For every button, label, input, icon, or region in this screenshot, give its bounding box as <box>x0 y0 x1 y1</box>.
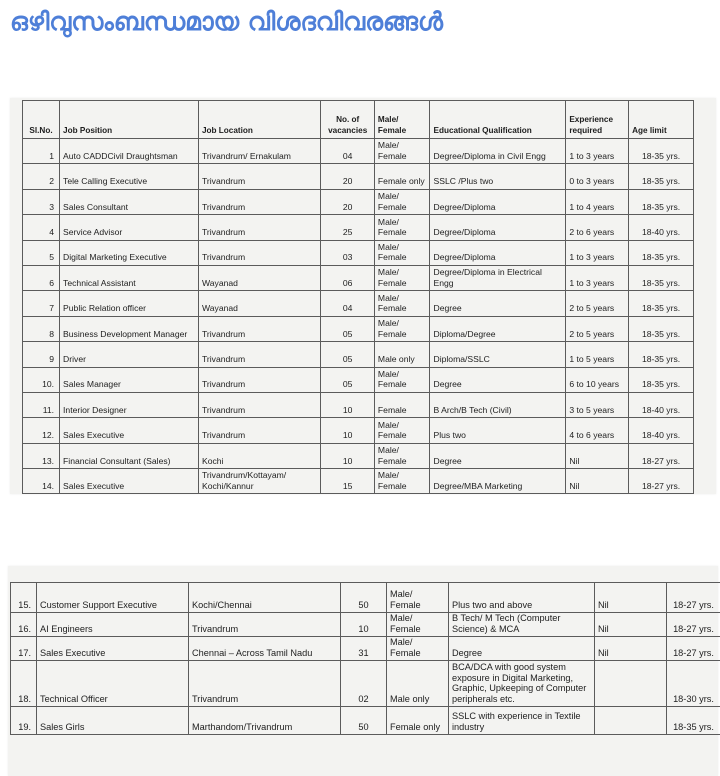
cell-qualification: B Arch/B Tech (Civil) <box>430 392 566 417</box>
cell-qualification: Degree/Diploma in Electrical Engg <box>430 265 566 290</box>
cell-gender: Male/ Female <box>374 367 430 392</box>
cell-job-position: Sales Executive <box>60 469 199 494</box>
cell-job-location: Trivandrum <box>198 189 320 214</box>
cell-slno: 9 <box>23 342 60 367</box>
cell-job-location: Wayanad <box>198 291 320 316</box>
cell-job-location: Trivandrum <box>198 392 320 417</box>
cell-experience: 0 to 3 years <box>566 164 629 189</box>
cell-job-location: Trivandrum <box>198 418 320 443</box>
vacancy-table-2 <box>10 582 720 735</box>
cell-qualification: Diploma/Degree <box>430 316 566 341</box>
cell-job-position: Interior Designer <box>60 392 199 417</box>
cell-age-limit: 18-27 yrs. <box>629 443 694 468</box>
cell-job-position: Technical Officer <box>37 661 189 707</box>
cell-job-position: Sales Girls <box>37 707 189 735</box>
table-row <box>23 392 694 417</box>
cell-job-position: Sales Consultant <box>60 189 199 214</box>
cell-qualification: Degree <box>430 291 566 316</box>
cell-vacancies: 25 <box>321 215 375 240</box>
table-row <box>23 291 694 316</box>
cell-age-limit: 18-35 yrs. <box>629 164 694 189</box>
page-title: ഒഴിവുസംബന്ധമായ വിശദവിവരങ്ങൾ <box>10 7 444 36</box>
table-row <box>11 637 720 661</box>
cell-slno: 16. <box>11 613 37 637</box>
cell-age-limit: 18-35 yrs. <box>667 707 720 735</box>
cell-slno: 6 <box>23 265 60 290</box>
table-row <box>11 661 720 707</box>
cell-gender: Male/ Female <box>374 265 430 290</box>
cell-age-limit: 18-35 yrs. <box>629 189 694 214</box>
cell-slno: 5 <box>23 240 60 265</box>
cell-age-limit: 18-35 yrs. <box>629 139 694 164</box>
cell-job-position: Driver <box>60 342 199 367</box>
header-age-limit: Age limit <box>629 101 694 139</box>
cell-gender: Male only <box>387 661 449 707</box>
cell-job-location: Trivandrum <box>198 316 320 341</box>
cell-job-position: Public Relation officer <box>60 291 199 316</box>
cell-vacancies: 05 <box>321 367 375 392</box>
cell-age-limit: 18-27 yrs. <box>667 583 720 613</box>
cell-job-position: Technical Assistant <box>60 265 199 290</box>
cell-job-position: Financial Consultant (Sales) <box>60 443 199 468</box>
cell-experience: 1 to 3 years <box>566 240 629 265</box>
cell-job-location: Trivandrum/ Ernakulam <box>198 139 320 164</box>
cell-experience: Nil <box>595 583 667 613</box>
cell-gender: Male/ Female <box>387 613 449 637</box>
vacancy-table-1 <box>22 100 694 494</box>
cell-gender: Male/ Female <box>374 215 430 240</box>
cell-vacancies: 05 <box>321 316 375 341</box>
cell-vacancies: 06 <box>321 265 375 290</box>
cell-slno: 11. <box>23 392 60 417</box>
cell-gender: Male/ Female <box>374 240 430 265</box>
cell-age-limit: 18-35 yrs. <box>629 265 694 290</box>
cell-job-position: Business Development Manager <box>60 316 199 341</box>
cell-slno: 17. <box>11 637 37 661</box>
cell-qualification: Degree/Diploma in Civil Engg <box>430 139 566 164</box>
cell-experience: 2 to 6 years <box>566 215 629 240</box>
cell-gender: Female only <box>387 707 449 735</box>
cell-vacancies: 03 <box>321 240 375 265</box>
header-experience: Experience required <box>566 101 629 139</box>
cell-job-position: Sales Executive <box>37 637 189 661</box>
table-row <box>11 583 720 613</box>
cell-vacancies: 50 <box>341 583 387 613</box>
cell-job-position: Service Advisor <box>60 215 199 240</box>
cell-experience <box>595 661 667 707</box>
table-row <box>11 707 720 735</box>
cell-vacancies: 50 <box>341 707 387 735</box>
cell-experience: 6 to 10 years <box>566 367 629 392</box>
cell-job-location: Trivandrum/Kottayam/ Kochi/Kannur <box>198 469 320 494</box>
cell-age-limit: 18-27 yrs. <box>667 637 720 661</box>
table-row <box>11 613 720 637</box>
cell-job-location: Wayanad <box>198 265 320 290</box>
table-header-row <box>23 101 694 139</box>
cell-age-limit: 18-40 yrs. <box>629 215 694 240</box>
cell-age-limit: 18-27 yrs. <box>667 613 720 637</box>
cell-vacancies: 15 <box>321 469 375 494</box>
cell-slno: 7 <box>23 291 60 316</box>
cell-gender: Male/ Female <box>387 583 449 613</box>
table-row <box>23 189 694 214</box>
cell-age-limit: 18-27 yrs. <box>629 469 694 494</box>
cell-vacancies: 10 <box>321 418 375 443</box>
cell-gender: Male/ Female <box>374 139 430 164</box>
table-row <box>23 215 694 240</box>
table-row <box>23 164 694 189</box>
cell-gender: Male/ Female <box>387 637 449 661</box>
cell-job-position: Auto CADDCivil Draughtsman <box>60 139 199 164</box>
cell-job-position: Tele Calling Executive <box>60 164 199 189</box>
cell-experience: 2 to 5 years <box>566 316 629 341</box>
cell-qualification: BCA/DCA with good system exposure in Digital Marketing, Graphic, Upkeeping of Computer peripherals etc. <box>449 661 595 707</box>
cell-experience: 1 to 5 years <box>566 342 629 367</box>
cell-vacancies: 20 <box>321 189 375 214</box>
cell-age-limit: 18-35 yrs. <box>629 367 694 392</box>
table-row <box>23 367 694 392</box>
cell-gender: Male only <box>374 342 430 367</box>
cell-age-limit: 18-35 yrs. <box>629 342 694 367</box>
cell-slno: 8 <box>23 316 60 341</box>
cell-job-location: Kochi <box>198 443 320 468</box>
cell-vacancies: 10 <box>321 392 375 417</box>
cell-experience: 1 to 3 years <box>566 265 629 290</box>
cell-experience: 2 to 5 years <box>566 291 629 316</box>
cell-slno: 19. <box>11 707 37 735</box>
cell-job-location: Trivandrum <box>198 342 320 367</box>
cell-qualification: Degree/Diploma <box>430 240 566 265</box>
cell-job-location: Marthandom/Trivandrum <box>189 707 341 735</box>
cell-job-position: Sales Manager <box>60 367 199 392</box>
cell-age-limit: 18-40 yrs. <box>629 392 694 417</box>
cell-slno: 3 <box>23 189 60 214</box>
header-slno: Sl.No. <box>23 101 60 139</box>
cell-qualification: Degree <box>430 367 566 392</box>
cell-slno: 2 <box>23 164 60 189</box>
table-row <box>23 265 694 290</box>
cell-vacancies: 05 <box>321 342 375 367</box>
cell-slno: 13. <box>23 443 60 468</box>
table-row <box>23 240 694 265</box>
cell-experience: 4 to 6 years <box>566 418 629 443</box>
cell-experience: Nil <box>595 637 667 661</box>
cell-age-limit: 18-35 yrs. <box>629 240 694 265</box>
cell-qualification: Plus two and above <box>449 583 595 613</box>
cell-qualification: Degree <box>449 637 595 661</box>
cell-slno: 15. <box>11 583 37 613</box>
cell-experience: Nil <box>566 443 629 468</box>
cell-job-location: Kochi/Chennai <box>189 583 341 613</box>
cell-gender: Female only <box>374 164 430 189</box>
header-vacancies: No. of vacancies <box>321 101 375 139</box>
cell-experience: 1 to 4 years <box>566 189 629 214</box>
cell-job-location: Trivandrum <box>198 240 320 265</box>
cell-slno: 14. <box>23 469 60 494</box>
cell-job-location: Trivandrum <box>198 367 320 392</box>
header-qualification: Educational Qualification <box>430 101 566 139</box>
cell-gender: Male/ Female <box>374 316 430 341</box>
cell-vacancies: 04 <box>321 291 375 316</box>
table-row <box>23 139 694 164</box>
cell-experience: 3 to 5 years <box>566 392 629 417</box>
cell-qualification: Degree <box>430 443 566 468</box>
cell-age-limit: 18-35 yrs. <box>629 316 694 341</box>
cell-slno: 12. <box>23 418 60 443</box>
cell-slno: 1 <box>23 139 60 164</box>
cell-age-limit: 18-30 yrs. <box>667 661 720 707</box>
cell-experience: Nil <box>566 469 629 494</box>
cell-age-limit: 18-40 yrs. <box>629 418 694 443</box>
cell-slno: 10. <box>23 367 60 392</box>
table-row <box>23 469 694 494</box>
cell-job-location: Trivandrum <box>198 164 320 189</box>
table-row <box>23 316 694 341</box>
cell-job-location: Trivandrum <box>189 661 341 707</box>
cell-slno: 18. <box>11 661 37 707</box>
cell-gender: Female <box>374 392 430 417</box>
cell-job-location: Trivandrum <box>198 215 320 240</box>
cell-job-position: Digital Marketing Executive <box>60 240 199 265</box>
cell-qualification: Degree/Diploma <box>430 215 566 240</box>
cell-gender: Male/ Female <box>374 443 430 468</box>
cell-experience <box>595 707 667 735</box>
cell-vacancies: 31 <box>341 637 387 661</box>
cell-qualification: B Tech/ M Tech (Computer Science) & MCA <box>449 613 595 637</box>
cell-gender: Male/ Female <box>374 469 430 494</box>
cell-gender: Male/ Female <box>374 291 430 316</box>
cell-qualification: Plus two <box>430 418 566 443</box>
header-job-location: Job Location <box>198 101 320 139</box>
cell-gender: Male/ Female <box>374 189 430 214</box>
cell-job-location: Chennai – Across Tamil Nadu <box>189 637 341 661</box>
cell-qualification: SSLC with experience in Textile industry <box>449 707 595 735</box>
cell-vacancies: 04 <box>321 139 375 164</box>
cell-job-position: Customer Support Executive <box>37 583 189 613</box>
cell-job-position: AI Engineers <box>37 613 189 637</box>
table-row <box>23 418 694 443</box>
cell-vacancies: 10 <box>341 613 387 637</box>
header-job-position: Job Position <box>60 101 199 139</box>
cell-qualification: Degree/Diploma <box>430 189 566 214</box>
table-row <box>23 443 694 468</box>
cell-qualification: Diploma/SSLC <box>430 342 566 367</box>
cell-vacancies: 10 <box>321 443 375 468</box>
cell-qualification: Degree/MBA Marketing <box>430 469 566 494</box>
cell-experience: 1 to 3 years <box>566 139 629 164</box>
cell-vacancies: 02 <box>341 661 387 707</box>
table-row <box>23 342 694 367</box>
cell-slno: 4 <box>23 215 60 240</box>
cell-vacancies: 20 <box>321 164 375 189</box>
cell-job-position: Sales Executive <box>60 418 199 443</box>
cell-experience: Nil <box>595 613 667 637</box>
cell-job-location: Trivandrum <box>189 613 341 637</box>
cell-age-limit: 18-35 yrs. <box>629 291 694 316</box>
cell-gender: Male/ Female <box>374 418 430 443</box>
header-gender: Male/ Female <box>374 101 430 139</box>
cell-qualification: SSLC /Plus two <box>430 164 566 189</box>
